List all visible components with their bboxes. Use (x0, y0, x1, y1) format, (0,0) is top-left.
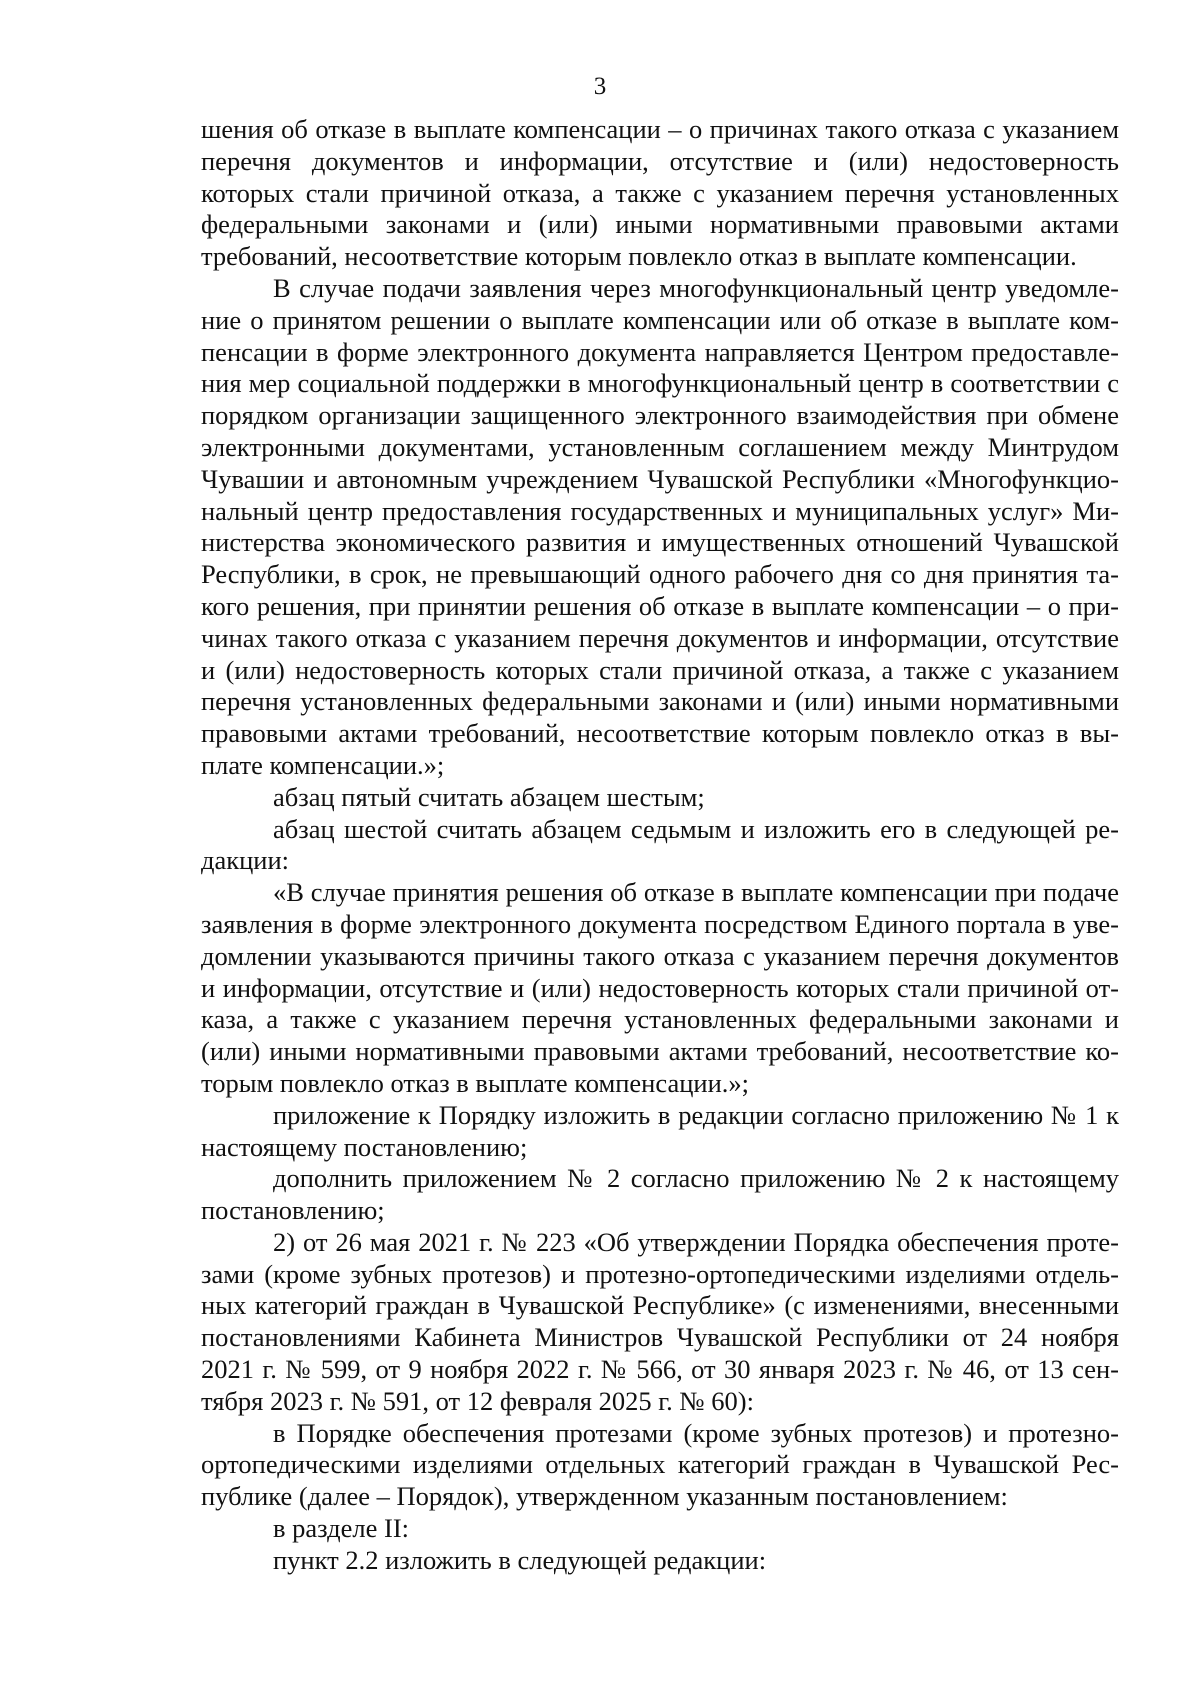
paragraph: пункт 2.2 изложить в следующей редакции: (273, 1544, 767, 1575)
document-body (201, 114, 1119, 1577)
paragraph: абзац пятый считать абзацем шестым; (273, 781, 705, 812)
paragraph: в Порядке обеспечения протезами (кроме зубных протезов) и протезно-ортопедическими изделиями отдельных категорий граждан в Чувашской Республике (далее – Порядок), утвержденном указанным постановлением: (201, 1417, 1119, 1512)
paragraph: шения об отказе в выплате компенсации – о причинах такого отказа с указанием перечня документов и информации, отсутствие и (или) недостоверность которых стали причиной отказа, а также с указанием перечня установленных федеральными законами и (или) иными нормативными правовыми актами требований, несоответствие которым повлекло отказ в выплате компенсации. (201, 114, 1119, 272)
paragraph: «В случае принятия решения об отказе в выплате компенсации при подаче заявления в форме электронного документа посредством Единого портала в уведомлении указываются причины такого отказа с указанием перечня документов и информации, отсутствие и (или) недостоверность которых стали причиной отказа, а также с указанием перечня установленных федеральными законами и (или) иными нормативными правовыми актами требований, несоответствие которым повлекло отказ в выплате компенсации.»; (201, 877, 1119, 1098)
paragraph: 2) от 26 мая 2021 г. № 223 «Об утверждении Порядка обеспечения протезами (кроме зубных протезов) и протезно-ортопедическими изделиями отдельных категорий граждан в Чувашской Республике» (с изменениями, внесенными постановлениями Кабинета Министров Чувашской Республики от 24 ноября 2021 г. № 599, от 9 ноября 2022 г. № 566, от 30 января 2023 г. № 46, от 13 сентября 2023 г. № 591, от 12 февраля 2025 г. № 60): (201, 1226, 1119, 1416)
paragraph: абзац шестой считать абзацем седьмым и изложить его в следующей редакции: (201, 813, 1119, 876)
paragraph: В случае подачи заявления через многофункциональный центр уведомление о принятом решении о выплате компенсации или об отказе в выплате компенсации в форме электронного документа направляется Центром предоставления мер социальной поддержки в многофункциональный центр в соответствии с порядком организации защищенного электронного взаимодействия при обмене электронными документами, установленным соглашением между Минтрудом Чувашии и автономным учреждением Чувашской Республики «Многофункциональный центр предоставления государственных и муниципальных услуг» Министерства экономического развития и имущественных отношений Чувашской Республики, в срок, не превышающий одного рабочего дня со дня принятия такого решения, при принятии решения об отказе в выплате компенсации – о причинах такого отказа с указанием перечня документов и информации, отсутствие и (или) недостоверность которых стали причиной отказа, а также с указанием перечня установленных федеральными законами и (или) иными нормативными правовыми актами требований, несоответствие которым повлекло отказ в выплате компенсации.»; (201, 272, 1119, 780)
page-number: 3 (593, 73, 607, 100)
paragraph: в разделе II: (273, 1513, 410, 1544)
paragraph: дополнить приложением № 2 согласно приложению № 2 к настоящему постановлению; (201, 1163, 1119, 1226)
paragraph: приложение к Порядку изложить в редакции согласно приложению № 1 к настоящему постановлению; (201, 1099, 1119, 1162)
